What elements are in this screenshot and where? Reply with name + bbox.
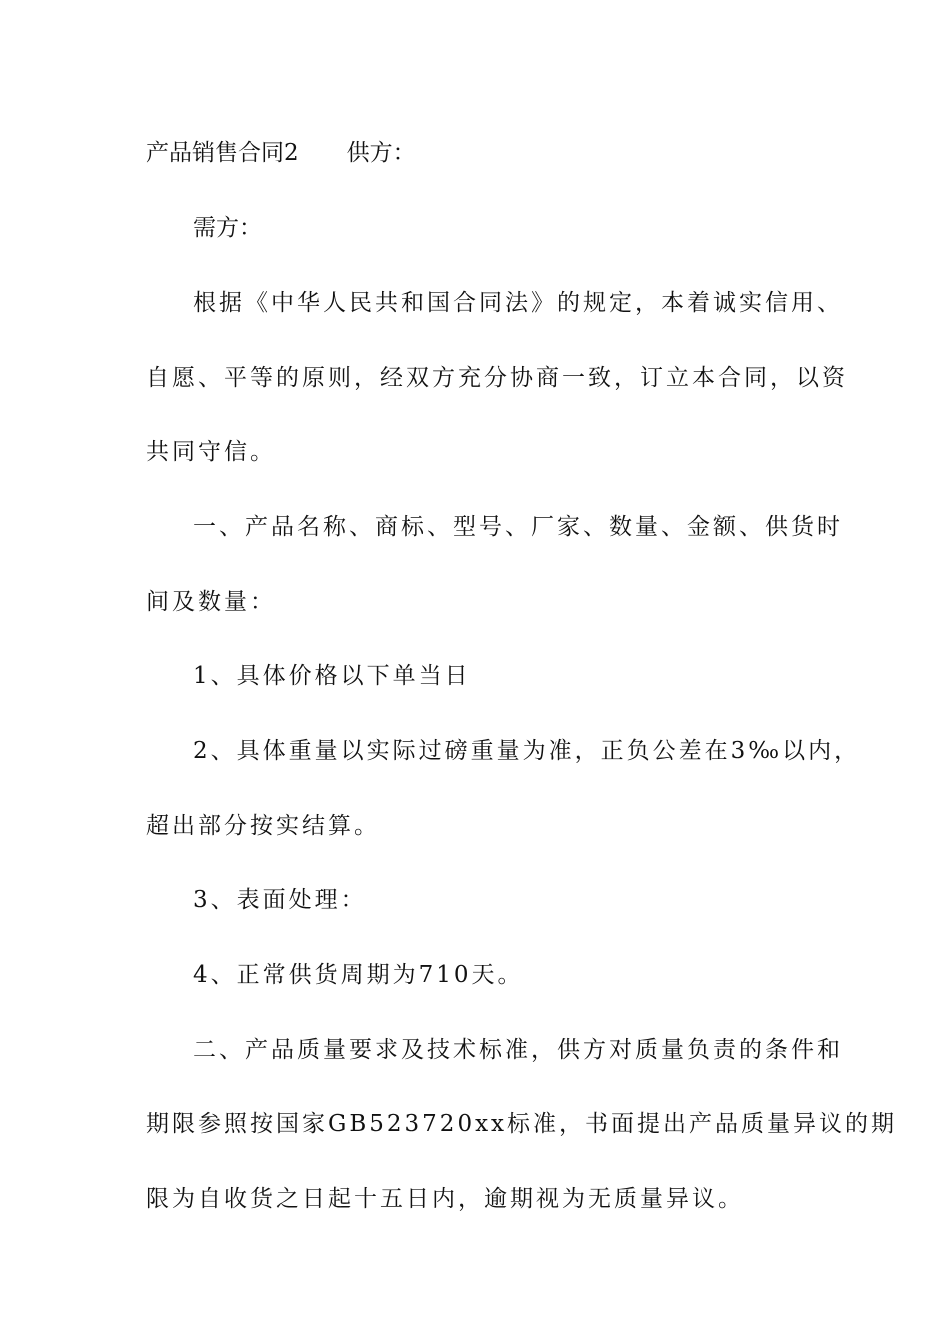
paragraph-line: 间及数量： <box>146 589 276 615</box>
supplier-label: 供方： <box>346 140 416 166</box>
paragraph-line: 自愿、平等的原则，经双方充分协商一致，订立本合同，以资 <box>146 365 848 391</box>
list-item: 3、表面处理： <box>193 887 367 913</box>
paragraph-line: 共同守信。 <box>146 439 276 465</box>
list-item: 2、具体重量以实际过磅重量为准，正负公差在3‰以内， <box>193 738 861 764</box>
buyer-label: 需方： <box>193 215 262 241</box>
paragraph-line: 超出部分按实结算。 <box>146 813 380 839</box>
list-item: 1、具体价格以下单当日 <box>193 663 471 689</box>
section-heading-line: 二、产品质量要求及技术标准，供方对质量负责的条件和 <box>193 1037 843 1063</box>
paragraph-line: 期限参照按国家GB523720xx标准，书面提出产品质量异议的期 <box>146 1111 898 1137</box>
paragraph-line: 根据《中华人民共和国合同法》的规定，本着诚实信用、 <box>193 290 843 316</box>
paragraph-line: 限为自收货之日起十五日内，逾期视为无质量异议。 <box>146 1186 744 1212</box>
document-title: 产品销售合同2 <box>146 140 299 166</box>
section-heading-line: 一、产品名称、商标、型号、厂家、数量、金额、供货时 <box>193 514 843 540</box>
title-row <box>146 138 416 168</box>
list-item: 4、正常供货周期为710天。 <box>193 962 524 988</box>
